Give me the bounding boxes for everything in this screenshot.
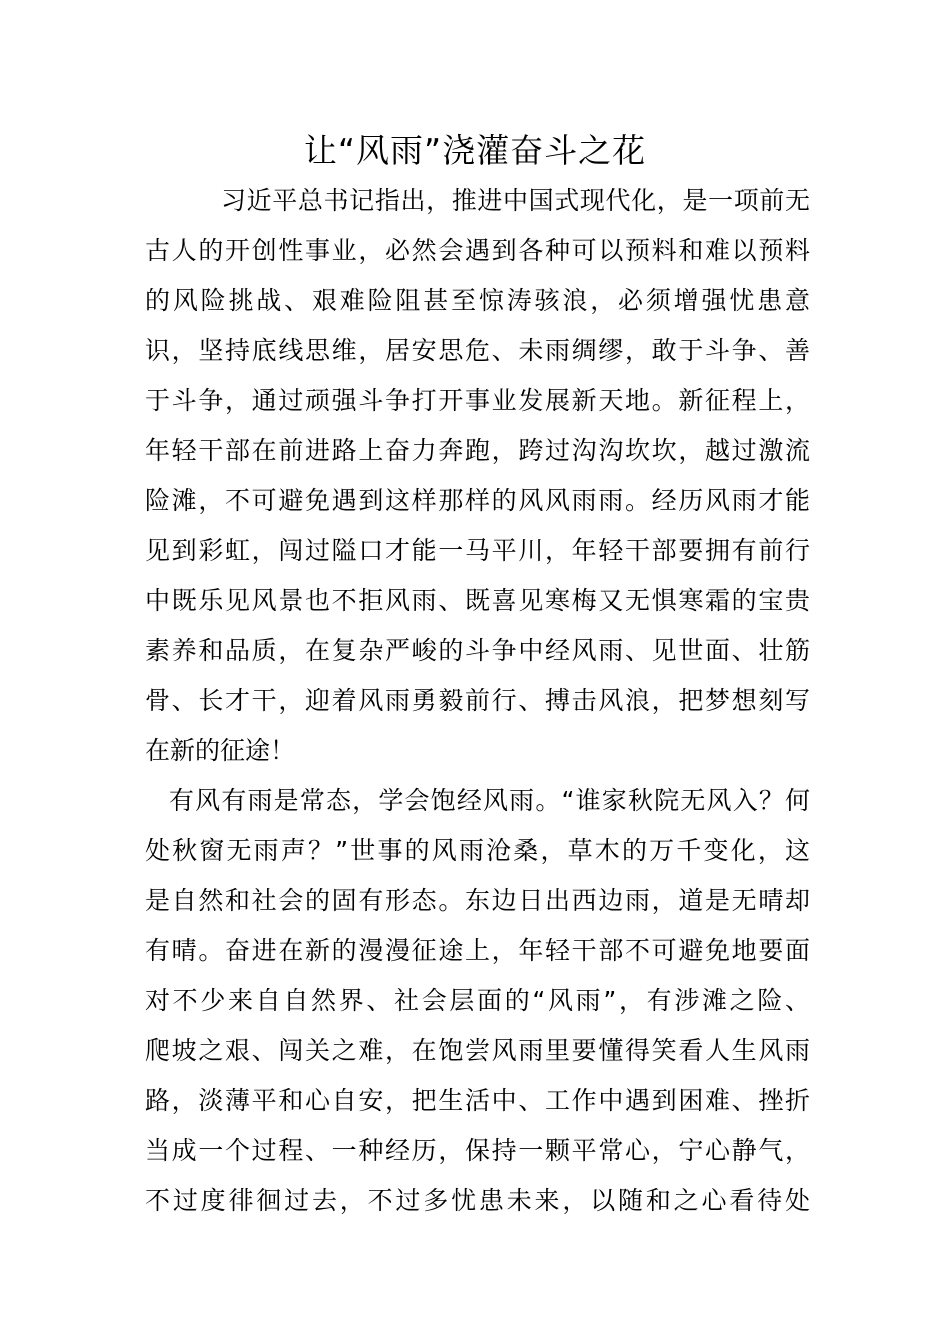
paragraph-1-line-5: 于斗争，通过顽强斗争打开事业发展新天地。新征程上，: [145, 386, 810, 415]
paragraph-1-line-10: 素养和品质，在复杂严峻的斗争中经风雨、见世面、壮筋: [145, 636, 810, 665]
paragraph-1-line-11: 骨、长才干，迎着风雨勇毅前行、搏击风浪，把梦想刻写: [145, 686, 810, 715]
paragraph-2-line-6: 爬坡之艰、闯关之难，在饱尝风雨里要懂得笑看人生风雨: [145, 1036, 810, 1065]
document-title: 让“风雨”浇灌奋斗之花: [303, 131, 647, 170]
paragraph-2-line-2: 处秋窗无雨声？”世事的风雨沧桑，草木的万千变化，这: [145, 836, 810, 865]
paragraph-2-line-5: 对不少来自自然界、社会层面的“风雨”，有涉滩之险、: [145, 986, 810, 1015]
paragraph-2-line-7: 路，淡薄平和心自安，把生活中、工作中遇到困难、挫折: [145, 1086, 810, 1115]
paragraph-2-line-3: 是自然和社会的固有形态。东边日出西边雨，道是无晴却: [145, 886, 810, 915]
paragraph-2-line-4: 有晴。奋进在新的漫漫征途上，年轻干部不可避免地要面: [145, 936, 810, 965]
paragraph-1-line-1: 习近平总书记指出，推进中国式现代化，是一项前无: [221, 186, 810, 215]
paragraph-2-line-9: 不过度徘徊过去，不过多忧患未来，以随和之心看待处: [145, 1186, 810, 1215]
paragraph-1-line-8: 见到彩虹，闯过隘口才能一马平川，年轻干部要拥有前行: [145, 536, 810, 565]
paragraph-2-line-1: 有风有雨是常态，学会饱经风雨。“谁家秋院无风入？何: [169, 786, 810, 815]
paragraph-1-line-4: 识，坚持底线思维，居安思危、未雨绸缪，敢于斗争、善: [145, 336, 810, 365]
paragraph-1-line-3: 的风险挑战、艰难险阻甚至惊涛骇浪，必须增强忧患意: [145, 286, 810, 315]
paragraph-1-line-2: 古人的开创性事业，必然会遇到各种可以预料和难以预料: [145, 236, 810, 265]
document-body: [145, 176, 810, 1226]
paragraph-1-line-7: 险滩，不可避免遇到这样那样的风风雨雨。经历风雨才能: [145, 486, 810, 515]
paragraph-2-line-8: 当成一个过程、一种经历，保持一颗平常心，宁心静气，: [145, 1136, 810, 1165]
paragraph-1-line-12: 在新的征途！: [145, 736, 296, 765]
paragraph-1-line-6: 年轻干部在前进路上奋力奔跑，跨过沟沟坎坎，越过激流: [145, 436, 810, 465]
paragraph-1-line-9: 中既乐见风景也不拒风雨、既喜见寒梅又无惧寒霜的宝贵: [145, 586, 810, 615]
